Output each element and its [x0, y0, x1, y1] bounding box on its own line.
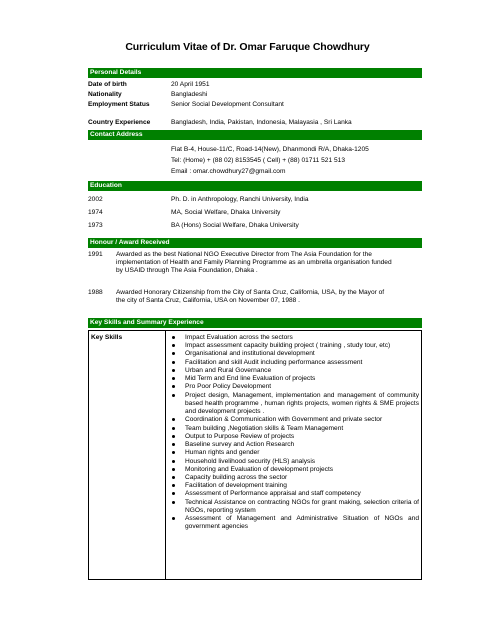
- education-year: 1974: [88, 209, 103, 216]
- skill-item: Urban and Rural Governance: [169, 367, 419, 375]
- education-detail: Ph. D. in Anthropology, Ranchi University, India: [171, 196, 309, 203]
- education-detail: BA (Hons) Social Welfare, Dhaka University: [171, 222, 299, 229]
- skills-table: [88, 330, 422, 580]
- nationality-label: Nationality: [88, 91, 122, 98]
- honour-line: Awarded Honorary Citizenship from the City of Santa Cruz, California, USA, by the Mayor of: [116, 289, 385, 296]
- honour-line: implementation of Health and Family Planning Programme as an umbrella organisation funded: [116, 259, 392, 267]
- dob-label: Date of birth: [88, 81, 127, 88]
- section-header-honour: Honour / Award Received: [88, 238, 422, 248]
- skill-item: Facilitation of development training: [169, 482, 419, 490]
- country-value: Bangladesh, India, Pakistan, Indonesia, Malayasia , Sri Lanka: [171, 119, 352, 126]
- skill-item: Output to Purpose Review of projects: [169, 433, 419, 441]
- skill-item: Facilitation and skill Audit including performance assessment: [169, 359, 419, 367]
- bullet-icon: [172, 443, 175, 446]
- skill-item: Impact assessment capacity building project ( training , study tour, etc): [169, 342, 419, 350]
- contact-email: Email : omar.chowdhury27@gmail.com: [171, 168, 286, 175]
- contact-address: Flat B-4, House-11/C, Road-14(New), Dhanmondi R/A, Dhaka-1205: [171, 146, 369, 153]
- table-divider: [165, 331, 166, 579]
- skill-item: Coordination & Communication with Government and private sector: [169, 416, 419, 424]
- section-header-personal: Personal Details: [88, 68, 422, 78]
- skill-item: Monitoring and Evaluation of development projects: [169, 466, 419, 474]
- bullet-icon: [172, 492, 175, 495]
- bullet-icon: [172, 484, 175, 487]
- bullet-icon: [172, 352, 175, 355]
- honour-year: 1991: [88, 251, 103, 258]
- skill-item: Human rights and gender: [169, 449, 419, 457]
- skill-item: Pro Poor Policy Development: [169, 383, 419, 391]
- section-header-skills: Key Skills and Summary Experience: [88, 318, 422, 328]
- bullet-icon: [172, 476, 175, 479]
- employment-label: Employment Status: [88, 101, 150, 108]
- bullet-icon: [172, 369, 175, 372]
- bullet-icon: [172, 336, 175, 339]
- skill-item: Team building ,Negotiation skills & Team Management: [169, 425, 419, 433]
- honour-line: by USAID through The Asia Foundation, Dhaka .: [116, 267, 258, 275]
- bullet-icon: [172, 468, 175, 471]
- skill-item: Technical Assistance on contracting NGOs for grant making, selection criteria of NGOs, reporting system: [169, 499, 419, 515]
- section-header-education: Education: [88, 181, 422, 191]
- bullet-icon: [172, 361, 175, 364]
- honour-line: the city of Santa Cruz, California, USA on November 07, 1988 .: [116, 297, 300, 305]
- education-year: 2002: [88, 196, 103, 203]
- honour-year: 1988: [88, 289, 103, 296]
- education-year: 1973: [88, 222, 103, 229]
- skill-item: Assessment of Management and Administrative Situation of NGOs and government agencies: [169, 515, 419, 531]
- honour-detail: [116, 289, 421, 305]
- bullet-icon: [172, 460, 175, 463]
- bullet-icon: [172, 451, 175, 454]
- bullet-icon: [172, 377, 175, 380]
- honour-line: Awarded as the best National NGO Executive Director from The Asia Foundation for the: [116, 251, 372, 258]
- skills-list: [169, 334, 419, 532]
- bullet-icon: [172, 501, 175, 504]
- country-label: Country Experience: [88, 119, 151, 126]
- bullet-icon: [172, 435, 175, 438]
- bullet-icon: [172, 517, 175, 520]
- skill-item: Project design, Management, implementation and management of community based health programme , human rights projects, women rights & SME projects and development projects .: [169, 392, 419, 417]
- bullet-icon: [172, 394, 175, 397]
- bullet-icon: [172, 427, 175, 430]
- skill-item: Household livelihood security (HLS) analysis: [169, 458, 419, 466]
- skill-item: Capacity building across the sector: [169, 474, 419, 482]
- bullet-icon: [172, 385, 175, 388]
- skill-item: Baseline survey and Action Research: [169, 441, 419, 449]
- section-header-contact: Contact Address: [88, 130, 422, 140]
- bullet-icon: [172, 344, 175, 347]
- skill-item: Mid Term and End line Evaluation of projects: [169, 375, 419, 383]
- nationality-value: Bangladeshi: [171, 91, 208, 98]
- skill-item: Organisational and institutional development: [169, 350, 419, 358]
- skills-label: Key Skills: [91, 334, 123, 341]
- skill-item: Assessment of Performance appraisal and staff competency: [169, 490, 419, 498]
- document-title: Curriculum Vitae of Dr. Omar Faruque Chowdhury: [125, 41, 370, 53]
- employment-value: Senior Social Development Consultant: [171, 101, 284, 108]
- skill-item: Impact Evaluation across the sectors: [169, 334, 419, 342]
- honour-detail: [116, 251, 421, 276]
- bullet-icon: [172, 418, 175, 421]
- education-detail: MA, Social Welfare, Dhaka University: [171, 209, 281, 216]
- contact-tel: Tel: (Home) + (88 02) 8153545 ( Cell) + (88) 01711 521 513: [171, 157, 345, 164]
- dob-value: 20 April 1951: [171, 81, 210, 88]
